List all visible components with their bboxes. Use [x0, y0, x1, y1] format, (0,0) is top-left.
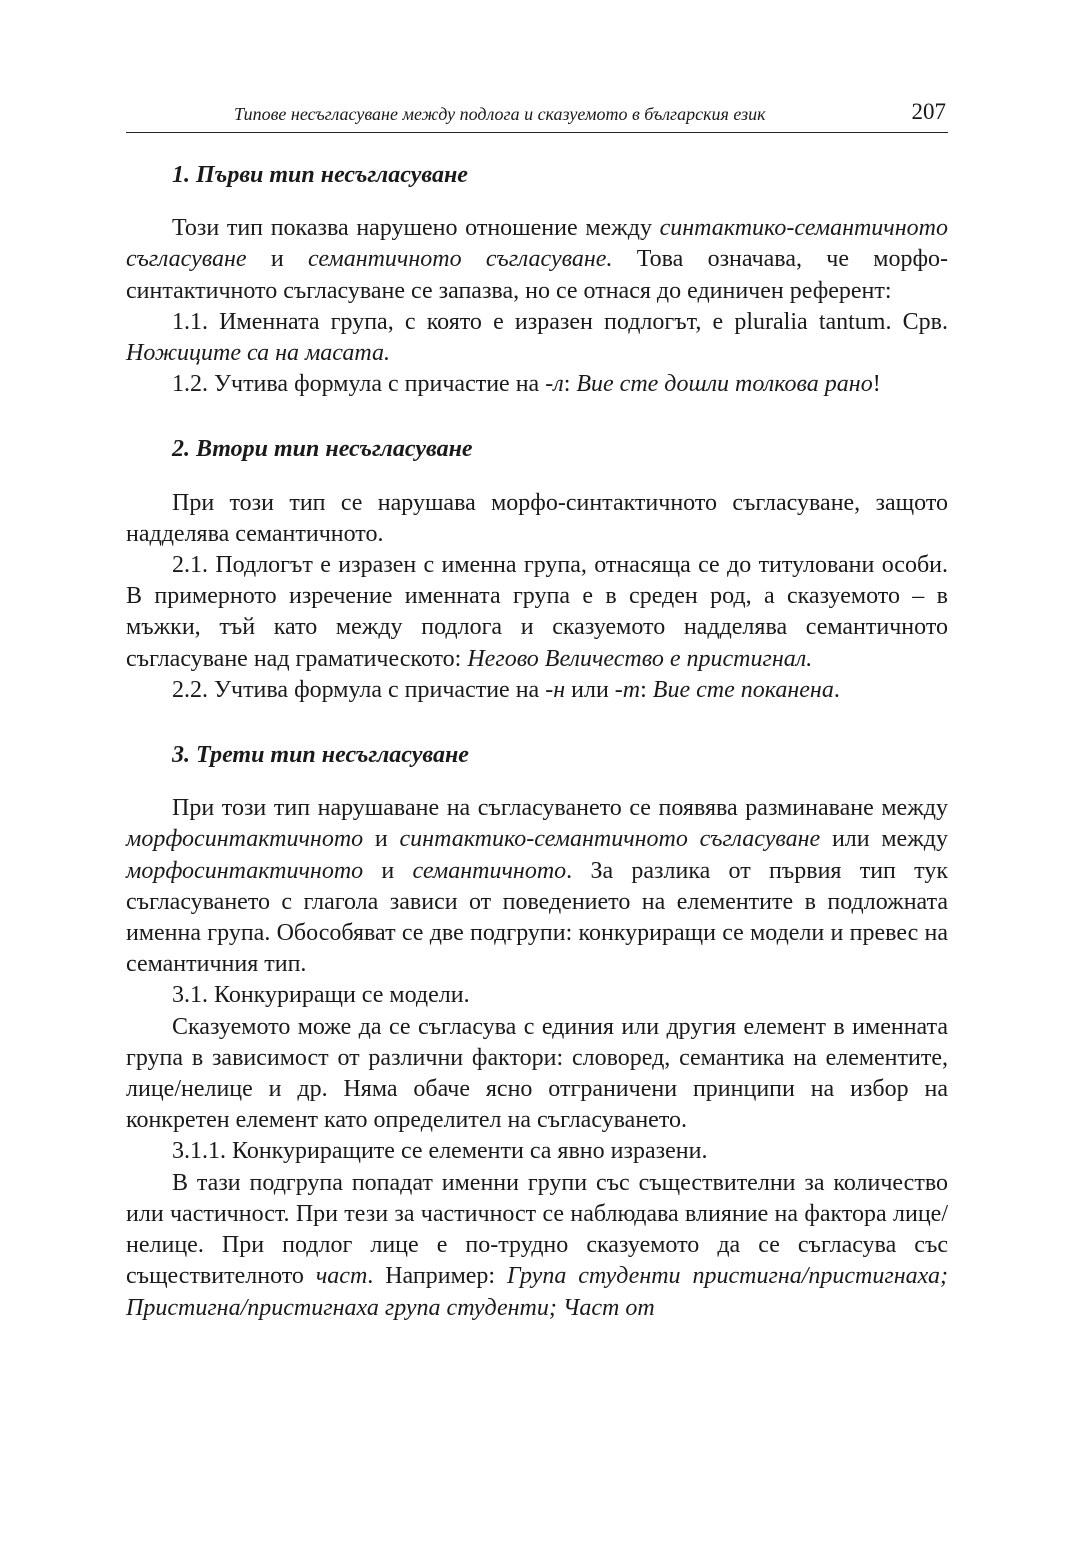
section-2-heading: 2. Втори тип несъгласуване	[172, 436, 473, 463]
section-3-heading: 3. Трети тип несъгласуване	[172, 742, 469, 769]
section-3-item-3-1-1: 3.1.1. Конкуриращите се елементи са явно изразени.	[172, 1138, 708, 1165]
section-3-paragraph-3: В тази подгрупа попадат именни групи със съществителни за количество или частичност. При тези за частичност се наблюдава влияние на фактора лице/нелице. При подлог лице е по-трудно сказуемото да се съгласува със съществителното част. Например: Група студенти пристигна/пристигнаха; Пристигна/пристигнаха група студенти; Част от	[126, 1169, 948, 1321]
section-3-item-3-1: 3.1. Конкуриращи се модели.	[172, 982, 470, 1009]
section-1-heading: 1. Първи тип несъгласуване	[172, 162, 468, 188]
page-number: 207	[911, 99, 946, 124]
section-2-paragraph-1: При този тип се нарушава морфо-синтактичното съгласуване, защото надделява семантичното.	[126, 489, 948, 547]
running-header	[126, 98, 948, 133]
section-2-item-2-1: 2.1. Подлогът е изразен с именна група, отнасяща се до титуловани особи. В примерното изречение именната група е в среден род, а сказуемото – в мъжки, тъй като между подлога и сказуемото надделява семантичното съгласуване над граматическото: Негово Величество е пристигнал.	[126, 552, 948, 672]
section-3-paragraph-2: Сказуемото може да се съгласува с единия или другия елемент в именната група в зависимост от различни фактори: словоред, семантика на елементите, лице/нелице и др. Няма обаче ясно отграничени принципи на избор на конкретен елемент като определител на съгласуването.	[126, 1013, 948, 1134]
section-3-paragraph-1: При този тип нарушаване на съгласуването се появява разминаване между морфосинтактичното и синтактико-семантичното съгласуване или между морфосинтактичното и семантичното. За разлика от първия тип тук съгласуването с глагола зависи от поведението на елементите в подложната именна група. Обособяват се две подгрупи: конкуриращи се модели и превес на семантичния тип.	[126, 795, 948, 978]
page-body	[126, 160, 948, 1324]
section-1-item-1-1: 1.1. Именната група, с която е изразен подлогът, е pluralia tantum. Срв. Ножиците са на масата.	[126, 308, 948, 367]
running-title: Типове несъгласуване между подлога и сказуемото в българския език	[234, 104, 766, 124]
section-1-paragraph-1: Този тип показва нарушено отношение между синтактико-семантичното съгласуване и семантичното съгласуване. Това означава, че морфо-синтактичното съгласуване се запазва, но се отнася до единичен референт:	[126, 215, 949, 304]
section-2-item-2-2: 2.2. Учтива формула с причастие на -н или -т: Вие сте поканена.	[172, 676, 840, 703]
section-1-item-1-2: 1.2. Учтива формула с причастие на -л: Вие сте дошли толкова рано!	[172, 371, 881, 398]
